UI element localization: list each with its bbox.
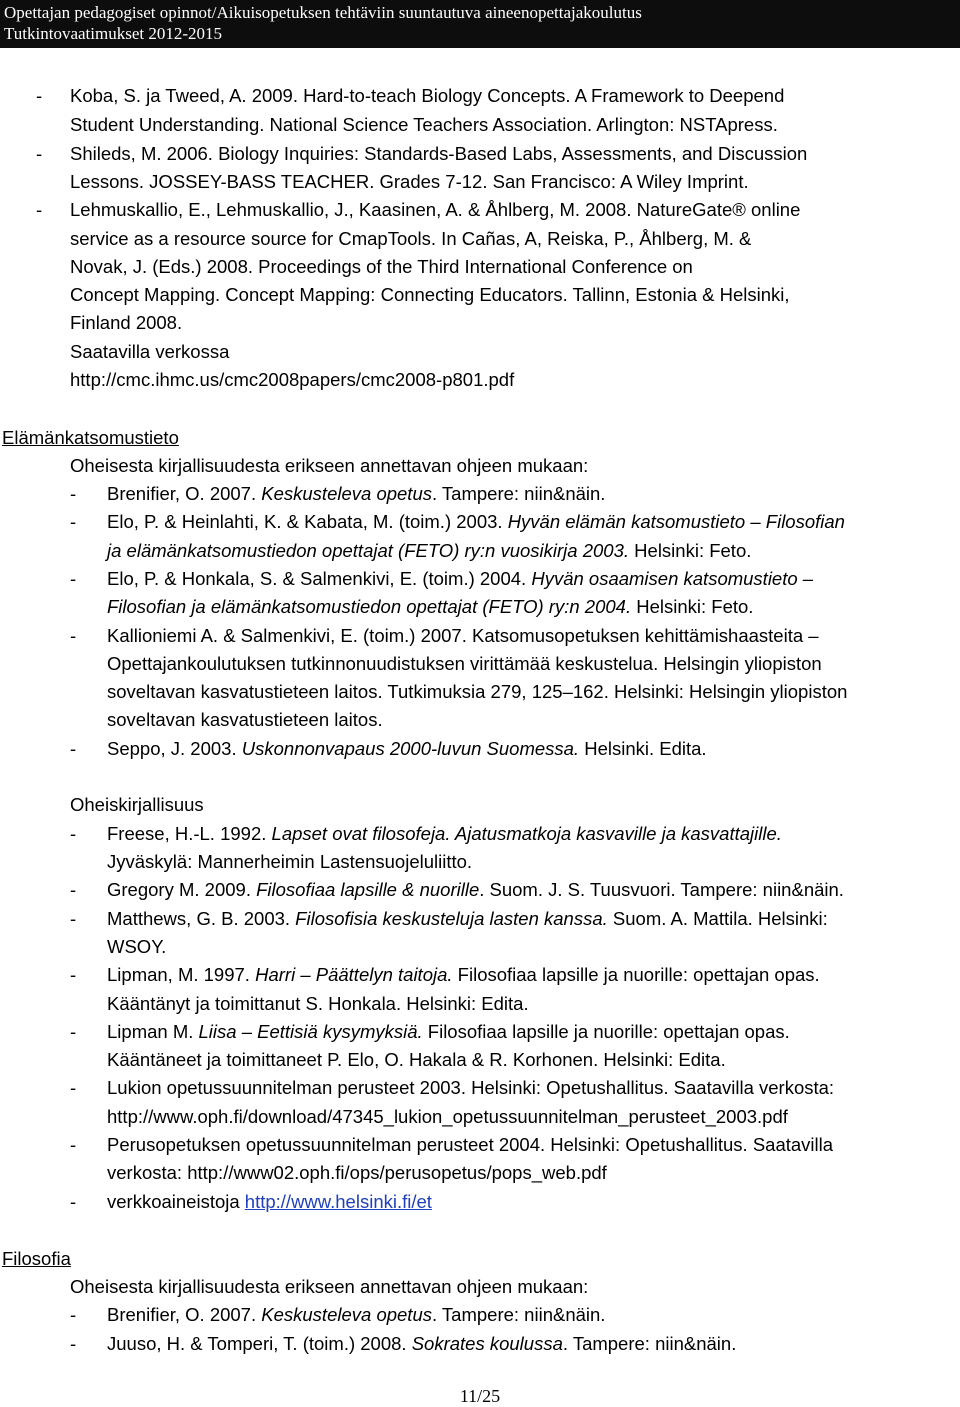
reference-line: Freese, H.-L. 1992. Lapset ovat filosofeja. Ajatusmatkoja kasvaville ja kasvattajille. (107, 823, 782, 844)
reference-line: Jyväskylä: Mannerheimin Lastensuojeluliitto. (107, 851, 473, 872)
reference-url: http://www.oph.fi/download/47345_lukion_opetussuunnitelman_perusteet_2003.pdf (107, 1106, 788, 1127)
page-number: 11/25 (459, 1386, 501, 1406)
reference-line: Koba, S. ja Tweed, A. 2009. Hard-to-teach Biology Concepts. A Framework to Deepend (70, 85, 785, 106)
reference-line: Kääntänyt ja toimittanut S. Honkala. Helsinki: Edita. (107, 993, 529, 1014)
bullet-dash: - (70, 1077, 77, 1098)
reference-line: Lipman M. Liisa – Eettisiä kysymyksiä. Filosofiaa lapsille ja nuorille: opettajan opas. (107, 1021, 790, 1042)
bullet-dash: - (36, 143, 43, 164)
bullet-dash: - (70, 738, 77, 759)
reference-line: soveltavan kasvatustieteen laitos. (107, 709, 383, 730)
reference-url: verkosta: http://www02.oph.fi/ops/perusopetus/pops_web.pdf (107, 1162, 607, 1183)
reference-line: Finland 2008. (70, 312, 183, 333)
bullet-dash: - (70, 964, 77, 985)
reference-line: Lehmuskallio, E., Lehmuskallio, J., Kaasinen, A. & Åhlberg, M. 2008. NatureGate® online (70, 199, 801, 220)
reference-line: Saatavilla verkossa (70, 341, 230, 362)
reference-line: Filosofian ja elämänkatsomustiedon opettajat (FETO) ry:n 2004. Helsinki: Feto. (107, 596, 754, 617)
section-intro: Oheisesta kirjallisuudesta erikseen annettavan ohjeen mukaan: (70, 1276, 589, 1297)
header-subtitle: Tutkintovaatimukset 2012-2015 (4, 24, 223, 43)
reference-line: Kääntäneet ja toimittaneet P. Elo, O. Hakala & R. Korhonen. Helsinki: Edita. (107, 1049, 726, 1070)
reference-line: Student Understanding. National Science Teachers Association. Arlington: NSTApress. (70, 114, 778, 135)
reference-line: service as a resource source for CmapTools. In Cañas, A, Reiska, P., Åhlberg, M. & (70, 228, 752, 249)
bullet-dash: - (70, 1021, 77, 1042)
bullet-dash: - (70, 908, 77, 929)
reference-line: Novak, J. (Eds.) 2008. Proceedings of the Third International Conference on (70, 256, 693, 277)
reference-line: Elo, P. & Honkala, S. & Salmenkivi, E. (toim.) 2004. Hyvän osaamisen katsomustieto – (107, 568, 814, 589)
reference-line: Brenifier, O. 2007. Keskusteleva opetus. Tampere: niin&näin. (107, 1304, 606, 1325)
bullet-dash: - (36, 199, 43, 220)
page-header (0, 0, 960, 48)
bullet-dash: - (70, 483, 77, 504)
bullet-dash: - (70, 511, 77, 532)
bullet-dash: - (70, 823, 77, 844)
reference-line: Lukion opetussuunnitelman perusteet 2003. Helsinki: Opetushallitus. Saatavilla verkosta: (107, 1077, 835, 1098)
bullet-dash: - (70, 879, 77, 900)
reference-line: Lessons. JOSSEY-BASS TEACHER. Grades 7-12. San Francisco: A Wiley Imprint. (70, 171, 749, 192)
bullet-dash: - (70, 1134, 77, 1155)
reference-line: Brenifier, O. 2007. Keskusteleva opetus. Tampere: niin&näin. (107, 483, 606, 504)
reference-line: ja elämänkatsomustiedon opettajat (FETO) ry:n vuosikirja 2003. Helsinki: Feto. (107, 540, 752, 561)
reference-line: Lipman, M. 1997. Harri – Päättelyn taitoja. Filosofiaa lapsille ja nuorille: opettajan opas. (107, 964, 820, 985)
reference-line: Kallioniemi A. & Salmenkivi, E. (toim.) 2007. Katsomusopetuksen kehittämishaasteita – (107, 625, 819, 646)
header-title: Opettajan pedagogiset opinnot/Aikuisopetuksen tehtäviin suuntautuva aineenopettajakoulutus (4, 3, 642, 22)
reference-line: Seppo, J. 2003. Uskonnonvapaus 2000-luvun Suomessa. Helsinki. Edita. (107, 738, 707, 759)
reference-line: Opettajankoulutuksen tutkinnonuudistuksen virittämää keskustelua. Helsingin yliopiston (107, 653, 822, 674)
reference-line: verkkoaineistoja http://www.helsinki.fi/et (107, 1191, 432, 1212)
reference-line: soveltavan kasvatustieteen laitos. Tutkimuksia 279, 125–162. Helsinki: Helsingin yliopiston (107, 681, 848, 702)
section-heading-filosofia: Filosofia (2, 1248, 71, 1269)
bullet-dash: - (70, 1304, 77, 1325)
section-intro: Oheisesta kirjallisuudesta erikseen annettavan ohjeen mukaan: (70, 455, 589, 476)
reference-line: Juuso, H. & Tomperi, T. (toim.) 2008. Sokrates koulussa. Tampere: niin&näin. (107, 1333, 737, 1354)
reference-url: http://cmc.ihmc.us/cmc2008papers/cmc2008-p801.pdf (70, 369, 515, 390)
reference-line: Shileds, M. 2006. Biology Inquiries: Standards-Based Labs, Assessments, and Discussion (70, 143, 808, 164)
reference-line: Matthews, G. B. 2003. Filosofisia keskusteluja lasten kanssa. Suom. A. Mattila. Helsinki: (107, 908, 828, 929)
reference-line: Concept Mapping. Concept Mapping: Connecting Educators. Tallinn, Estonia & Helsinki, (70, 284, 790, 305)
bullet-dash: - (36, 85, 43, 106)
reference-line: Gregory M. 2009. Filosofiaa lapsille & nuorille. Suom. J. S. Tuusvuori. Tampere: niin&näin. (107, 879, 844, 900)
reference-line: Perusopetuksen opetussuunnitelman perusteet 2004. Helsinki: Opetushallitus. Saatavilla (107, 1134, 834, 1155)
bullet-dash: - (70, 1333, 77, 1354)
reference-line: Elo, P. & Heinlahti, K. & Kabata, M. (toim.) 2003. Hyvän elämän katsomustieto – Filosofian (107, 511, 845, 532)
reference-line: WSOY. (107, 936, 167, 957)
bullet-dash: - (70, 1191, 77, 1212)
subsection-heading-oheiskirjallisuus: Oheiskirjallisuus (70, 794, 204, 815)
bullet-dash: - (70, 625, 77, 646)
bullet-dash: - (70, 568, 77, 589)
section-heading-elamankatsomustieto: Elämänkatsomustieto (2, 427, 179, 448)
helsinki-et-link[interactable]: http://www.helsinki.fi/et (244, 1191, 432, 1212)
